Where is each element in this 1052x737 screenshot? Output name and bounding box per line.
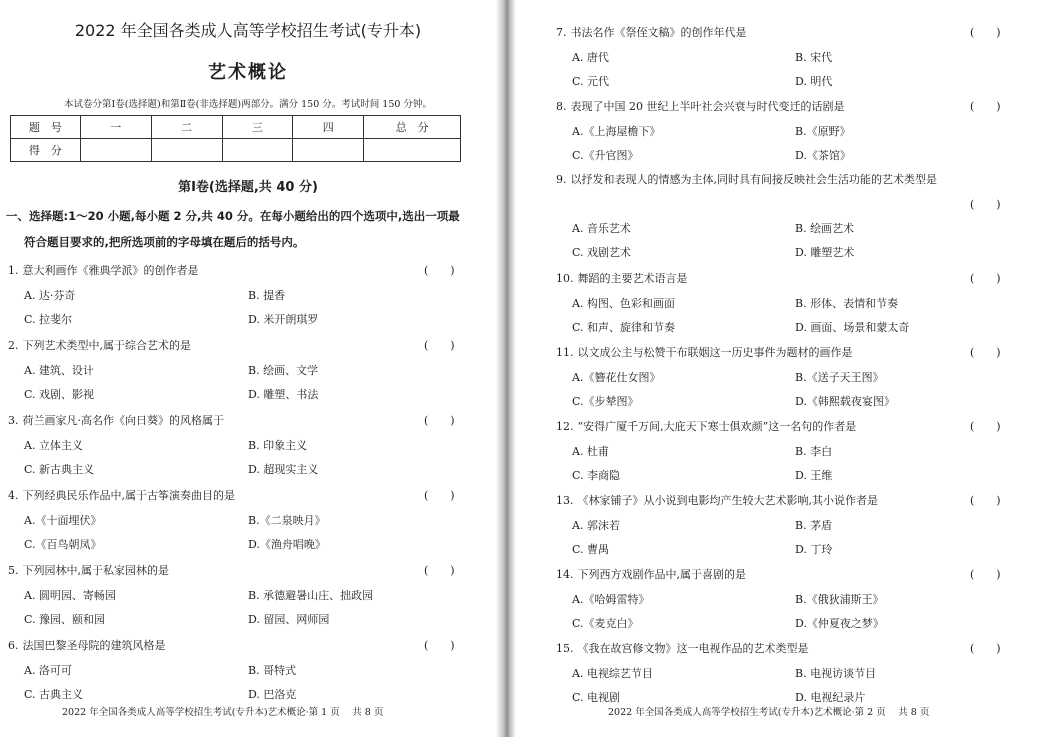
question-number: 15. [556, 642, 574, 655]
question-number: 11. [556, 346, 574, 359]
answer-option[interactable]: B. 提香 [248, 289, 286, 302]
question-stem: 荷兰画家凡·高名作《向日葵》的风格属于 [22, 414, 224, 427]
answer-option[interactable]: A. 构图、色彩和画面 [572, 297, 675, 310]
question-text [556, 492, 878, 508]
answer-option[interactable]: D. 明代 [795, 75, 833, 88]
question-stem: 《林家铺子》从小说到电影均产生较大艺术影响,其小说作者是 [577, 494, 878, 507]
answer-option[interactable]: B. 李白 [795, 445, 833, 458]
answer-option[interactable]: D. 丁玲 [795, 543, 833, 556]
answer-option[interactable]: D. 留园、网师园 [248, 613, 330, 626]
answer-option[interactable]: B. 形体、表情和节奏 [795, 297, 899, 310]
question-number: 9. [556, 173, 567, 186]
answer-option[interactable]: A. 立体主义 [24, 439, 83, 452]
answer-option[interactable]: D.《仲夏夜之梦》 [795, 617, 884, 630]
answer-option[interactable]: B.《原野》 [795, 125, 851, 138]
answer-option[interactable]: C. 戏剧、影视 [24, 388, 95, 401]
answer-option[interactable]: A. 洛可可 [24, 664, 72, 677]
page-footer: 2022 年全国各类成人高等学校招生考试(专升本)艺术概论·第 2 页 共 8 页 [608, 707, 930, 718]
question-number: 4. [8, 489, 19, 502]
answer-bracket[interactable]: ( ) [970, 198, 1001, 211]
answer-bracket[interactable]: ( ) [970, 346, 1001, 359]
question-text [8, 637, 166, 653]
exam-instructions: 本试卷分第Ⅰ卷(选择题)和第Ⅱ卷(非选择题)两部分。满分 150 分。考试时间 150 分钟。 [64, 99, 432, 110]
answer-option[interactable]: C. 新古典主义 [24, 463, 95, 476]
score-blank-cell[interactable] [293, 139, 364, 162]
answer-option[interactable]: A. 圆明园、寄畅园 [24, 589, 116, 602]
question-number: 2. [8, 339, 19, 352]
answer-option[interactable]: D. 雕塑艺术 [795, 246, 855, 259]
answer-option[interactable]: B.《二泉映月》 [248, 514, 326, 527]
page-gutter [496, 0, 516, 737]
answer-option[interactable]: C.《麦克白》 [572, 617, 639, 630]
answer-option[interactable]: D.《韩熙载夜宴图》 [795, 395, 895, 408]
score-blank-cell[interactable] [364, 139, 461, 162]
answer-option[interactable]: C. 古典主义 [24, 688, 84, 701]
question-number: 6. [8, 639, 19, 652]
question-number: 13. [556, 494, 574, 507]
score-table [10, 115, 461, 162]
answer-bracket[interactable]: ( ) [970, 568, 1001, 581]
score-blank-cell[interactable] [151, 139, 222, 162]
question-stem: 下列西方戏剧作品中,属于喜剧的是 [577, 568, 746, 581]
score-blank-cell[interactable] [222, 139, 293, 162]
answer-option[interactable]: B.《俄狄浦斯王》 [795, 593, 884, 606]
answer-option[interactable]: C. 元代 [572, 75, 610, 88]
section-intro-line: 一、选择题:1～20 小题,每小题 2 分,共 40 分。在每小题给出的四个选项中,选出一项最 [6, 209, 460, 223]
answer-option[interactable]: D. 雕塑、书法 [248, 388, 319, 401]
answer-option[interactable]: A.《簪花仕女图》 [572, 371, 661, 384]
score-table-cell: 一 [80, 116, 151, 139]
question-number: 14. [556, 568, 574, 581]
exam-page-1 [0, 0, 496, 737]
answer-option[interactable]: D. 巴洛克 [248, 688, 297, 701]
answer-option[interactable]: B.《送子天王图》 [795, 371, 884, 384]
answer-option[interactable]: A. 郭沫若 [572, 519, 620, 532]
answer-bracket[interactable]: ( ) [424, 564, 455, 577]
question-stem: 以抒发和表现人的情感为主体,同时具有间接反映社会生活功能的艺术类型是 [570, 173, 937, 186]
answer-option[interactable]: D. 米开朗琪罗 [248, 313, 319, 326]
answer-option[interactable]: C.《百鸟朝凤》 [24, 538, 102, 551]
answer-option[interactable]: C. 和声、旋律和节奏 [572, 321, 676, 334]
answer-bracket[interactable]: ( ) [970, 494, 1001, 507]
question-text [556, 270, 688, 286]
answer-option[interactable]: C. 豫园、颐和园 [24, 613, 106, 626]
answer-bracket[interactable]: ( ) [970, 642, 1001, 655]
answer-option[interactable]: A. 达·芬奇 [24, 289, 76, 302]
question-text [8, 487, 235, 503]
question-text [556, 98, 845, 114]
page-footer: 2022 年全国各类成人高等学校招生考试(专升本)艺术概论·第 1 页 共 8 页 [62, 707, 384, 718]
score-table-header-row [11, 116, 461, 139]
answer-option[interactable]: C. 拉斐尔 [24, 313, 73, 326]
answer-option[interactable]: A.《十面埋伏》 [24, 514, 102, 527]
answer-option[interactable]: B. 宋代 [795, 51, 833, 64]
question-stem: 书法名作《祭侄文稿》的创作年代是 [570, 26, 747, 39]
score-table-cell: 题 号 [11, 116, 81, 139]
question-text [8, 562, 169, 578]
answer-bracket[interactable]: ( ) [970, 272, 1001, 285]
section-title: 第Ⅰ卷(选择题,共 40 分) [178, 180, 318, 195]
exam-title: 2022 年全国各类成人高等学校招生考试(专升本) [74, 21, 422, 40]
question-number: 8. [556, 100, 567, 113]
question-text [556, 566, 746, 582]
answer-option[interactable]: A. 唐代 [572, 51, 609, 64]
question-stem: 下列园林中,属于私家园林的是 [22, 564, 169, 577]
answer-option[interactable]: A.《哈姆雷特》 [572, 593, 650, 606]
answer-option[interactable]: C.《步辇图》 [572, 395, 639, 408]
score-table-cell: 三 [222, 116, 293, 139]
section-intro-line: 符合题目要求的,把所选项前的字母填在题后的括号内。 [24, 235, 305, 249]
question-text [8, 337, 191, 353]
question-number: 12. [556, 420, 574, 433]
question-number: 1. [8, 264, 19, 277]
score-table-cell: 总 分 [364, 116, 461, 139]
answer-option[interactable]: D.《渔舟唱晚》 [248, 538, 326, 551]
answer-bracket[interactable]: ( ) [424, 639, 455, 652]
answer-bracket[interactable]: ( ) [424, 414, 455, 427]
answer-option[interactable]: D. 王维 [795, 469, 833, 482]
question-text [556, 24, 747, 40]
score-table-cell: 得 分 [11, 139, 81, 162]
question-stem: “安得广厦千万间,大庇天下寒士俱欢颜”这一名句的作者是 [577, 420, 857, 433]
score-table-score-row [11, 139, 461, 162]
question-text [8, 262, 199, 278]
answer-bracket[interactable]: ( ) [424, 264, 455, 277]
answer-option[interactable]: C. 李商隐 [572, 469, 621, 482]
question-stem: 表现了中国 20 世纪上半叶社会兴衰与时代变迁的话剧是 [570, 100, 845, 113]
question-stem: 下列经典民乐作品中,属于古筝演奏曲目的是 [22, 489, 235, 502]
subject-title: 艺术概论 [208, 62, 288, 83]
answer-option[interactable]: C.《升官图》 [572, 149, 639, 162]
question-text [556, 640, 809, 656]
answer-option[interactable]: A.《上海屋檐下》 [572, 125, 661, 138]
score-table-cell: 四 [293, 116, 364, 139]
question-stem: 法国巴黎圣母院的建筑风格是 [22, 639, 166, 652]
answer-option[interactable]: A. 建筑、设计 [24, 364, 94, 377]
answer-option[interactable]: B. 哥特式 [248, 664, 297, 677]
question-text [556, 171, 937, 187]
score-table-cell: 二 [151, 116, 222, 139]
answer-bracket[interactable]: ( ) [970, 26, 1001, 39]
answer-option[interactable]: D.《茶馆》 [795, 149, 851, 162]
question-stem: 以文成公主与松赞干布联姻这一历史事件为题材的画作是 [577, 346, 853, 359]
answer-option[interactable]: B. 电视访谈节目 [795, 667, 877, 680]
question-text [556, 344, 853, 360]
question-stem: 《我在故宫修文物》这一电视作品的艺术类型是 [577, 642, 809, 655]
exam-page-2 [516, 0, 1052, 737]
question-number: 7. [556, 26, 567, 39]
answer-option[interactable]: A. 杜甫 [572, 445, 609, 458]
answer-option[interactable]: C. 电视剧 [572, 691, 621, 704]
answer-option[interactable]: B. 印象主义 [248, 439, 308, 452]
question-text [8, 412, 224, 428]
question-number: 3. [8, 414, 19, 427]
answer-option[interactable]: B. 绘画、文学 [248, 364, 319, 377]
answer-option[interactable]: B. 茅盾 [795, 519, 833, 532]
answer-option[interactable]: B. 绘画艺术 [795, 222, 855, 235]
section-intro [6, 203, 466, 255]
question-stem: 舞蹈的主要艺术语言是 [577, 272, 688, 285]
answer-option[interactable]: D. 超现实主义 [248, 463, 319, 476]
answer-option[interactable]: A. 音乐艺术 [572, 222, 631, 235]
answer-bracket[interactable]: ( ) [424, 339, 455, 352]
question-text [556, 418, 856, 434]
answer-option[interactable]: A. 电视综艺节目 [572, 667, 653, 680]
answer-option[interactable]: C. 戏剧艺术 [572, 246, 632, 259]
answer-option[interactable]: B. 承德避暑山庄、拙政园 [248, 589, 374, 602]
answer-option[interactable]: C. 曹禺 [572, 543, 610, 556]
answer-bracket[interactable]: ( ) [424, 489, 455, 502]
question-stem: 意大利画作《雅典学派》的创作者是 [22, 264, 199, 277]
score-blank-cell[interactable] [80, 139, 151, 162]
answer-option[interactable]: D. 画面、场景和蒙太奇 [795, 321, 910, 334]
question-number: 5. [8, 564, 19, 577]
answer-bracket[interactable]: ( ) [970, 420, 1001, 433]
question-number: 10. [556, 272, 574, 285]
answer-bracket[interactable]: ( ) [970, 100, 1001, 113]
question-stem: 下列艺术类型中,属于综合艺术的是 [22, 339, 191, 352]
answer-option[interactable]: D. 电视纪录片 [795, 691, 866, 704]
